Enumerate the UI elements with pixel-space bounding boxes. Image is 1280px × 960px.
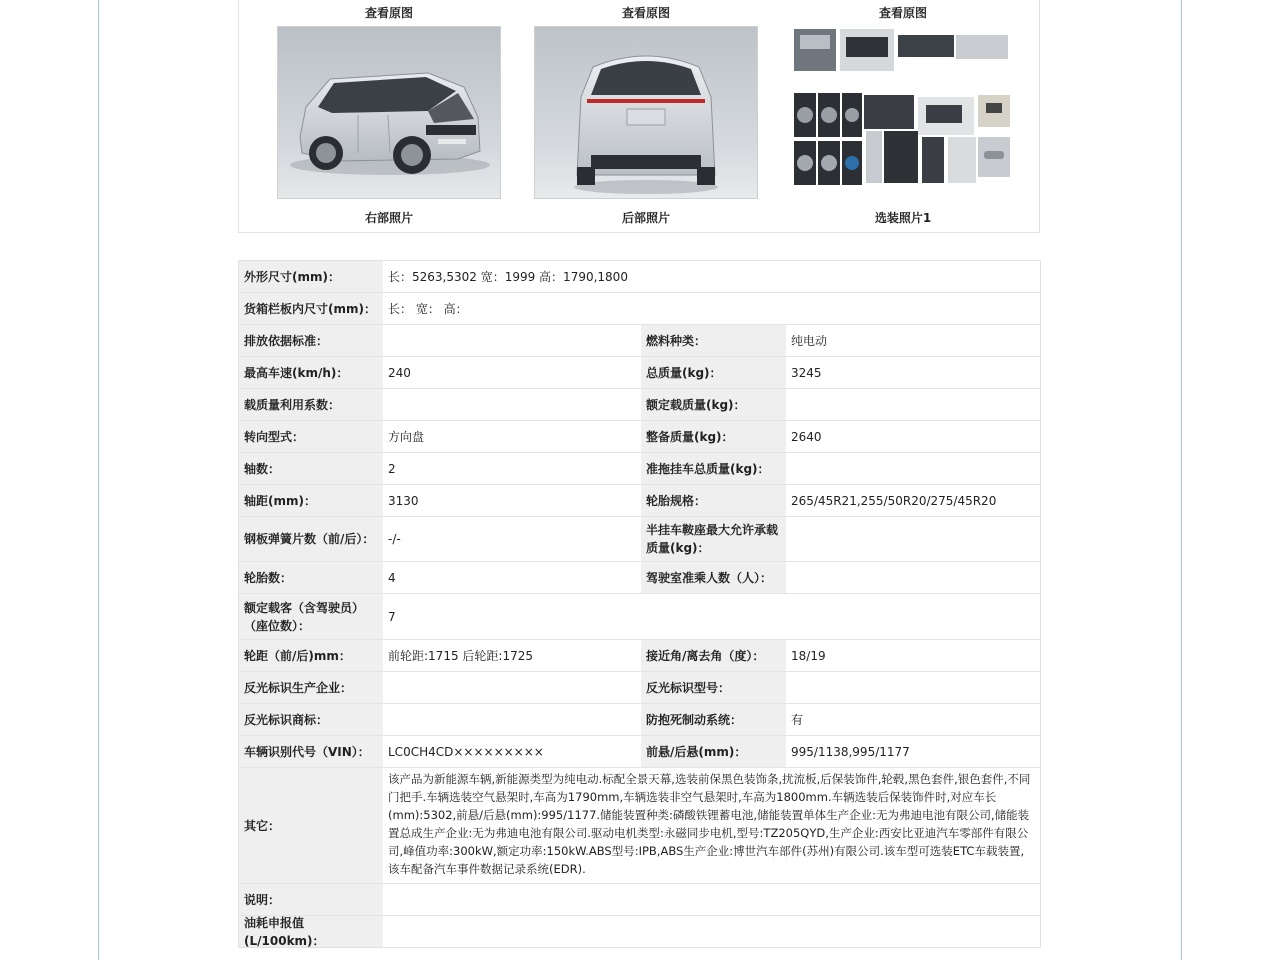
page-border-right <box>1181 0 1182 960</box>
angles-label: 接近角/离去角（度）： <box>641 640 786 671</box>
trailer-mass-label: 准拖挂车总质量(kg)： <box>641 453 786 484</box>
rated-load-label: 额定载质量(kg)： <box>641 389 786 420</box>
fuel-label: 燃料种类： <box>641 325 786 356</box>
dimensions-value: 长：5263,5302 宽：1999 高：1790,1800 <box>383 261 1040 292</box>
curb-mass-label: 整备质量(kg)： <box>641 421 786 452</box>
other-value: 该产品为新能源车辆,新能源类型为纯电动.标配全景天幕,选装前保黑色装饰条,扰流板,后保装饰件,轮毂,黑色套件,银色套件,不同门把手.车辆选装空气悬架时,车高为1790mm,车辆选装非空气悬架时,车高为1800mm.车辆选装后保装饰件时,对应车长(mm):5302,前悬/后悬(mm):995/1177.储能装置种类:磷酸铁锂蓄电池,储能装置单体生产企业:无为弗迪电池有限公司,储能装置总成生产企业:无为弗迪电池有限公司.驱动电机类型:永磁同步电机,型号:TZ205QYD,生产企业:西安比亚迪汽车零部件有限公司,峰值功率:300kW,额定功率:150kW.ABS型号:IPB,ABS生产企业:博世汽车部件(苏州)有限公司.该车型可选装ETC车载装置,该车配备汽车事件数据记录系统(EDR). <box>383 768 1040 883</box>
cargo-label: 货箱栏板内尺寸(mm)： <box>239 293 383 324</box>
photo-caption: 选装照片1 <box>874 211 932 225</box>
load-util-value <box>383 389 641 420</box>
view-original-link[interactable]: 查看原图 <box>621 6 670 20</box>
abs-label: 防抱死制动系统： <box>641 704 786 735</box>
trailer-mass-value <box>786 453 1040 484</box>
table-row <box>239 884 1040 916</box>
cargo-value: 长： 宽： 高： <box>383 293 1040 324</box>
reflect-model-value <box>786 672 1040 703</box>
table-row <box>239 485 1040 517</box>
table-row <box>239 562 1040 594</box>
rated-load-value <box>786 389 1040 420</box>
overhang-label: 前悬/后悬(mm)： <box>641 736 786 767</box>
emission-value <box>383 325 641 356</box>
table-row <box>239 640 1040 672</box>
reflect-maker-label: 反光标识生产企业： <box>239 672 383 703</box>
max-speed-label: 最高车速(km/h)： <box>239 357 383 388</box>
table-row <box>239 421 1040 453</box>
table-row <box>239 594 1040 640</box>
tires-label: 轮胎数： <box>239 562 383 593</box>
reflect-brand-value <box>383 704 641 735</box>
saddle-value <box>786 517 1040 561</box>
fuel-consumption-label: 油耗申报值(L/100km)： <box>239 916 383 947</box>
cab-passengers-label: 驾驶室准乘人数（人）： <box>641 562 786 593</box>
view-original-link[interactable]: 查看原图 <box>364 6 413 20</box>
track-value: 前轮距:1715 后轮距:1725 <box>383 640 641 671</box>
vin-label: 车辆识别代号（VIN）： <box>239 736 383 767</box>
total-mass-value: 3245 <box>786 357 1040 388</box>
load-util-label: 载质量利用系数： <box>239 389 383 420</box>
overhang-value: 995/1138,995/1177 <box>786 736 1040 767</box>
max-speed-value: 240 <box>383 357 641 388</box>
table-row <box>239 325 1040 357</box>
wheelbase-label: 轴距(mm)： <box>239 485 383 516</box>
fuel-value: 纯电动 <box>786 325 1040 356</box>
table-row <box>239 293 1040 325</box>
car-front-three-quarter-photo[interactable] <box>277 26 501 199</box>
table-row <box>239 672 1040 704</box>
table-row <box>239 916 1040 947</box>
steering-value: 方向盘 <box>383 421 641 452</box>
table-row <box>239 517 1040 562</box>
tires-value: 4 <box>383 562 641 593</box>
optional-parts-collage-photo[interactable] <box>791 26 1015 199</box>
table-row <box>239 768 1040 884</box>
table-row <box>239 261 1040 293</box>
emission-label: 排放依据标准： <box>239 325 383 356</box>
cab-passengers-value <box>786 562 1040 593</box>
note-value <box>383 884 1040 915</box>
vin-value: LC0CH4CD××××××××× <box>383 736 641 767</box>
axles-value: 2 <box>383 453 641 484</box>
photo-caption: 右部照片 <box>364 211 413 225</box>
tire-spec-label: 轮胎规格： <box>641 485 786 516</box>
wheelbase-value: 3130 <box>383 485 641 516</box>
total-mass-label: 总质量(kg)： <box>641 357 786 388</box>
seats-label: 额定载客（含驾驶员）（座位数）： <box>239 594 383 639</box>
springs-value: -/- <box>383 517 641 561</box>
curb-mass-value: 2640 <box>786 421 1040 452</box>
tire-spec-value: 265/45R21,255/50R20/275/45R20 <box>786 485 1040 516</box>
angles-value: 18/19 <box>786 640 1040 671</box>
photo-caption: 后部照片 <box>621 211 670 225</box>
steering-label: 转向型式： <box>239 421 383 452</box>
photo-panel <box>238 0 1040 233</box>
fuel-consumption-value <box>383 916 1040 947</box>
spec-table <box>238 260 1041 948</box>
other-label: 其它： <box>239 768 383 883</box>
table-row <box>239 453 1040 485</box>
dimensions-label: 外形尺寸(mm)： <box>239 261 383 292</box>
table-row <box>239 736 1040 768</box>
track-label: 轮距（前/后)mm： <box>239 640 383 671</box>
springs-label: 钢板弹簧片数（前/后）： <box>239 517 383 561</box>
note-label: 说明： <box>239 884 383 915</box>
car-rear-photo[interactable] <box>534 26 758 199</box>
reflect-model-label: 反光标识型号： <box>641 672 786 703</box>
reflect-brand-label: 反光标识商标： <box>239 704 383 735</box>
saddle-label: 半挂车鞍座最大允许承载质量(kg)： <box>641 517 786 561</box>
reflect-maker-value <box>383 672 641 703</box>
table-row <box>239 704 1040 736</box>
table-row <box>239 389 1040 421</box>
axles-label: 轴数： <box>239 453 383 484</box>
table-row <box>239 357 1040 389</box>
page-border-left <box>98 0 99 960</box>
abs-value: 有 <box>786 704 1040 735</box>
view-original-link[interactable]: 查看原图 <box>878 6 927 20</box>
seats-value: 7 <box>383 594 1040 639</box>
